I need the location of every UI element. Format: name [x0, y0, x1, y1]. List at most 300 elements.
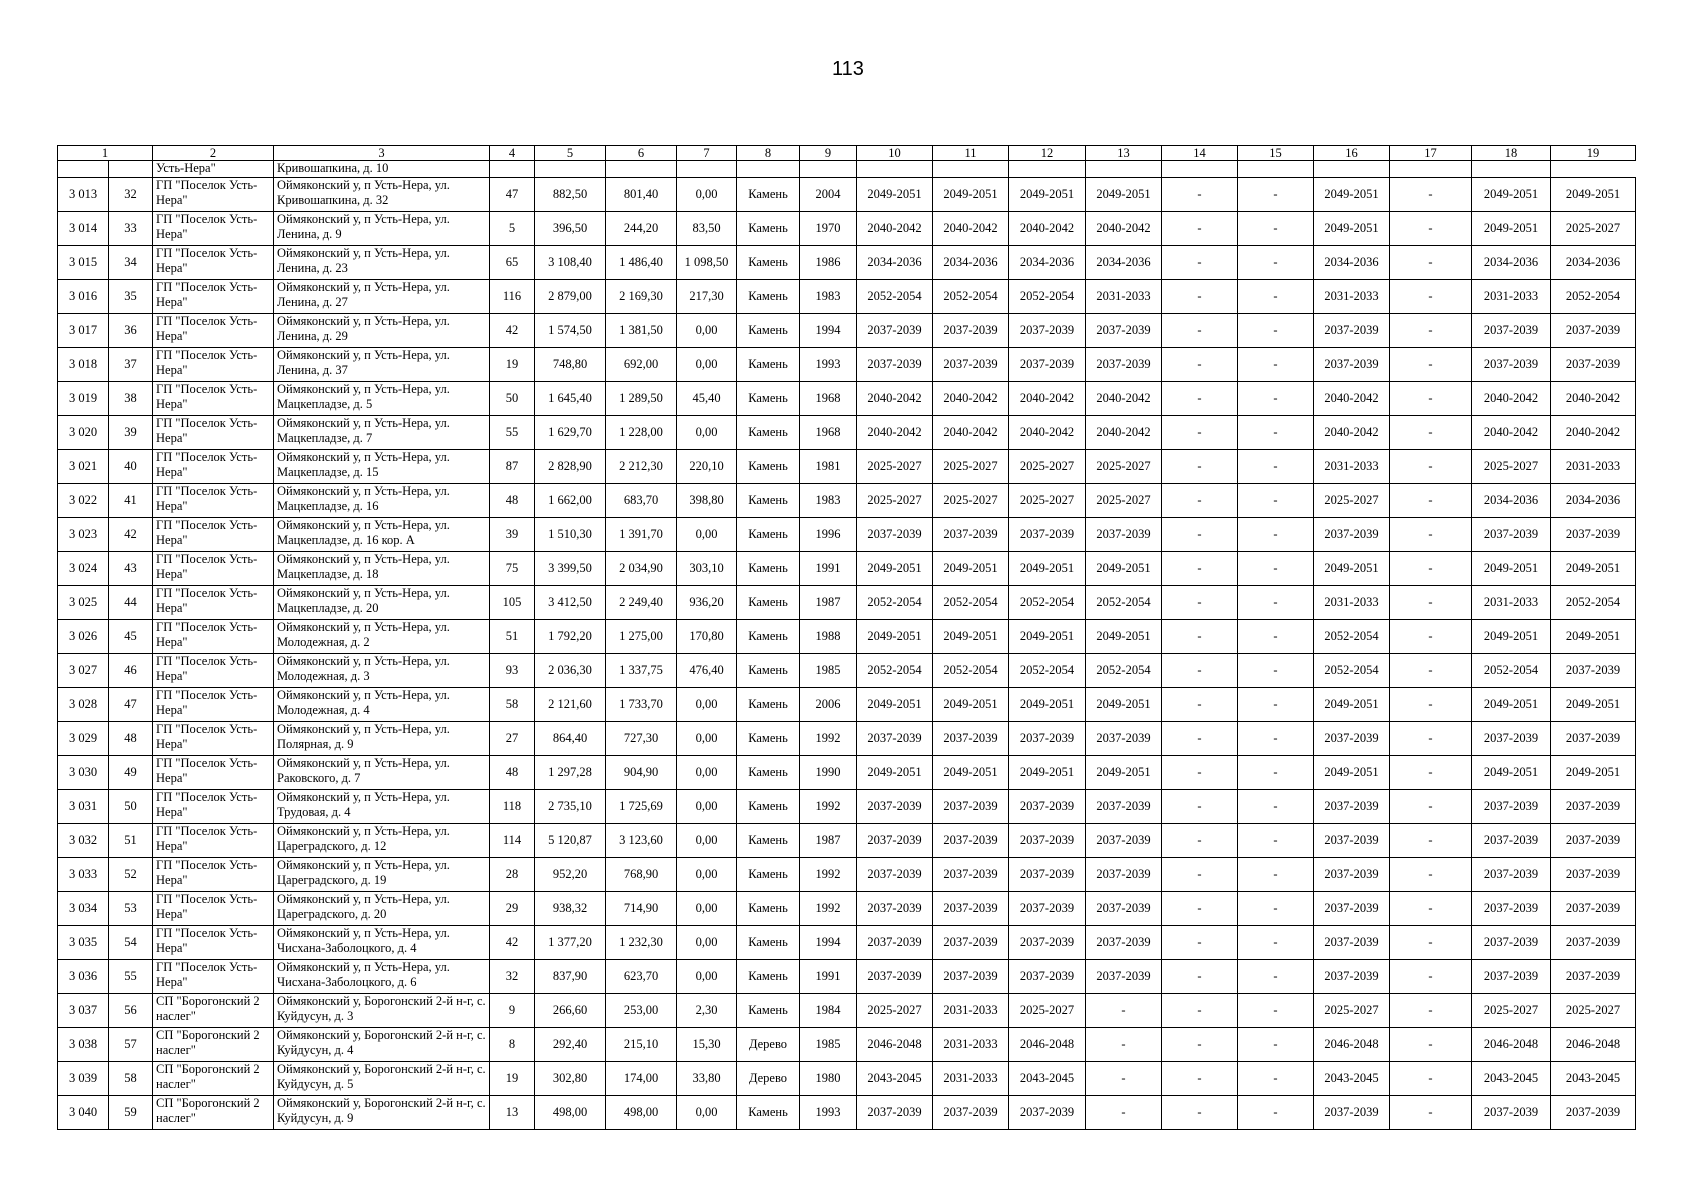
cell-c15: -	[1238, 756, 1314, 790]
cell-mo: ГП "Поселок Усть-Нера"	[153, 348, 274, 382]
cell-c5: 952,20	[535, 858, 606, 892]
cell-c14: -	[1162, 586, 1238, 620]
cell-c17: -	[1390, 1096, 1472, 1130]
cell-c9: 1992	[800, 790, 857, 824]
cell-c19: 2049-2051	[1551, 756, 1636, 790]
cell-c16: 2037-2039	[1314, 790, 1390, 824]
cell-c9: 1968	[800, 416, 857, 450]
cell-c8: Камень	[737, 348, 800, 382]
table-row	[58, 348, 1636, 382]
cell	[1086, 161, 1162, 178]
table-row	[58, 382, 1636, 416]
cell-k: 46	[109, 654, 153, 688]
cell-c12: 2037-2039	[1009, 892, 1086, 926]
cell-c7: 15,30	[677, 1028, 737, 1062]
cell-c5: 396,50	[535, 212, 606, 246]
cell-c14: -	[1162, 926, 1238, 960]
cell-c16: 2037-2039	[1314, 314, 1390, 348]
cell-addr: Оймяконский у, Борогонский 2-й н-г, с. Куйдусун, д. 9	[274, 1096, 490, 1130]
cell-c10: 2025-2027	[857, 484, 933, 518]
cell-c4: 47	[490, 178, 535, 212]
cell-addr: Оймяконский у, п Усть-Нера, ул. Трудовая, д. 4	[274, 790, 490, 824]
cell-c6: 498,00	[606, 1096, 677, 1130]
cell-c16: 2049-2051	[1314, 688, 1390, 722]
cell-c4: 5	[490, 212, 535, 246]
cell-c4: 27	[490, 722, 535, 756]
cell-n: 3 013	[58, 178, 109, 212]
cell-k: 32	[109, 178, 153, 212]
cell	[490, 161, 535, 178]
cell-k: 44	[109, 586, 153, 620]
cell-c12: 2043-2045	[1009, 1062, 1086, 1096]
cell-c14: -	[1162, 654, 1238, 688]
cell-c8: Дерево	[737, 1062, 800, 1096]
cell-c11: 2037-2039	[933, 892, 1009, 926]
column-number-15: 15	[1238, 146, 1314, 161]
cell-c6: 1 725,69	[606, 790, 677, 824]
cell-mo: ГП "Поселок Усть-Нера"	[153, 960, 274, 994]
cell-c9: 1990	[800, 756, 857, 790]
cell-c12: 2025-2027	[1009, 450, 1086, 484]
cell-c7: 0,00	[677, 348, 737, 382]
cell-c16: 2037-2039	[1314, 348, 1390, 382]
cell-c7: 0,00	[677, 314, 737, 348]
cell-c7: 170,80	[677, 620, 737, 654]
cell-c13: 2040-2042	[1086, 212, 1162, 246]
cell-c4: 48	[490, 756, 535, 790]
cell-c18: 2037-2039	[1472, 1096, 1551, 1130]
cell-c15: -	[1238, 416, 1314, 450]
cell-c9: 1991	[800, 552, 857, 586]
cell-addr: Оймяконский у, п Усть-Нера, ул. Ленина, д. 23	[274, 246, 490, 280]
cell-c6: 1 289,50	[606, 382, 677, 416]
cell-address: Кривошапкина, д. 10	[274, 161, 490, 178]
cell-c6: 2 034,90	[606, 552, 677, 586]
cell-n: 3 024	[58, 552, 109, 586]
cell-c18: 2037-2039	[1472, 790, 1551, 824]
cell-addr: Оймяконский у, п Усть-Нера, ул. Мацкепладзе, д. 15	[274, 450, 490, 484]
cell-c7: 45,40	[677, 382, 737, 416]
cell-addr: Оймяконский у, п Усть-Нера, ул. Ленина, д. 27	[274, 280, 490, 314]
cell-c5: 302,80	[535, 1062, 606, 1096]
cell-c17: -	[1390, 212, 1472, 246]
cell-c18: 2025-2027	[1472, 994, 1551, 1028]
cell-c10: 2037-2039	[857, 518, 933, 552]
cell-c11: 2049-2051	[933, 552, 1009, 586]
cell-c17: -	[1390, 178, 1472, 212]
cell-c17: -	[1390, 348, 1472, 382]
cell-mo: ГП "Поселок Усть-Нера"	[153, 552, 274, 586]
cell-c17: -	[1390, 722, 1472, 756]
table-row	[58, 314, 1636, 348]
cell-c7: 1 098,50	[677, 246, 737, 280]
cell-c6: 244,20	[606, 212, 677, 246]
cell-c14: -	[1162, 756, 1238, 790]
cell-c4: 114	[490, 824, 535, 858]
cell-c11: 2040-2042	[933, 416, 1009, 450]
cell-mo: ГП "Поселок Усть-Нера"	[153, 518, 274, 552]
cell-mo: СП "Борогонский 2 наслег"	[153, 1028, 274, 1062]
cell-c13: 2049-2051	[1086, 756, 1162, 790]
cell	[1314, 161, 1390, 178]
cell-c5: 3 412,50	[535, 586, 606, 620]
cell-c10: 2037-2039	[857, 960, 933, 994]
cell-c7: 220,10	[677, 450, 737, 484]
cell-c17: -	[1390, 1062, 1472, 1096]
cell-c11: 2052-2054	[933, 654, 1009, 688]
cell-c19: 2052-2054	[1551, 586, 1636, 620]
cell-c18: 2031-2033	[1472, 586, 1551, 620]
cell-mo: СП "Борогонский 2 наслег"	[153, 1062, 274, 1096]
cell-c12: 2040-2042	[1009, 416, 1086, 450]
cell-c13: -	[1086, 994, 1162, 1028]
cell-c15: -	[1238, 824, 1314, 858]
cell-c18: 2049-2051	[1472, 178, 1551, 212]
cell-c14: -	[1162, 314, 1238, 348]
cell-c12: 2052-2054	[1009, 280, 1086, 314]
cell-mo: ГП "Поселок Усть-Нера"	[153, 926, 274, 960]
cell-c4: 39	[490, 518, 535, 552]
cell-c7: 476,40	[677, 654, 737, 688]
cell-n: 3 040	[58, 1096, 109, 1130]
cell-c19: 2049-2051	[1551, 688, 1636, 722]
table-row	[58, 518, 1636, 552]
cell-n: 3 027	[58, 654, 109, 688]
table-row	[58, 994, 1636, 1028]
table-row	[58, 654, 1636, 688]
cell-mo: ГП "Поселок Усть-Нера"	[153, 212, 274, 246]
cell-c10: 2046-2048	[857, 1028, 933, 1062]
cell-c13: 2025-2027	[1086, 484, 1162, 518]
cell-c12: 2040-2042	[1009, 212, 1086, 246]
cell-c17: -	[1390, 586, 1472, 620]
cell-c7: 936,20	[677, 586, 737, 620]
cell-c13: 2049-2051	[1086, 552, 1162, 586]
cell-n: 3 018	[58, 348, 109, 382]
cell-n: 3 015	[58, 246, 109, 280]
cell-c10: 2037-2039	[857, 892, 933, 926]
cell-c4: 75	[490, 552, 535, 586]
cell-c16: 2037-2039	[1314, 858, 1390, 892]
cell-c8: Камень	[737, 960, 800, 994]
cell-c19: 2037-2039	[1551, 1096, 1636, 1130]
cell-c8: Камень	[737, 790, 800, 824]
cell-c15: -	[1238, 280, 1314, 314]
cell-c13: 2037-2039	[1086, 858, 1162, 892]
cell-c15: -	[1238, 926, 1314, 960]
cell-c10: 2037-2039	[857, 314, 933, 348]
cell-c14: -	[1162, 688, 1238, 722]
cell-k: 43	[109, 552, 153, 586]
cell-c8: Камень	[737, 654, 800, 688]
cell-c17: -	[1390, 960, 1472, 994]
cell-c4: 87	[490, 450, 535, 484]
cell-c11: 2037-2039	[933, 858, 1009, 892]
cell-c8: Камень	[737, 1096, 800, 1130]
cell-c14: -	[1162, 1096, 1238, 1130]
cell-c6: 692,00	[606, 348, 677, 382]
cell-c6: 904,90	[606, 756, 677, 790]
cell-c14: -	[1162, 178, 1238, 212]
cell	[1472, 161, 1551, 178]
cell-c7: 0,00	[677, 722, 737, 756]
cell-c18: 2049-2051	[1472, 756, 1551, 790]
cell-addr: Оймяконский у, Борогонский 2-й н-г, с. Куйдусун, д. 5	[274, 1062, 490, 1096]
cell-c10: 2052-2054	[857, 280, 933, 314]
cell-c19: 2034-2036	[1551, 246, 1636, 280]
cell-c4: 65	[490, 246, 535, 280]
cell-c11: 2034-2036	[933, 246, 1009, 280]
cell-c18: 2040-2042	[1472, 416, 1551, 450]
cell-mo: ГП "Поселок Усть-Нера"	[153, 722, 274, 756]
cell	[857, 161, 933, 178]
cell-c15: -	[1238, 892, 1314, 926]
table-row	[58, 586, 1636, 620]
cell-c14: -	[1162, 348, 1238, 382]
cell-c18: 2049-2051	[1472, 212, 1551, 246]
cell-c6: 1 232,30	[606, 926, 677, 960]
cell	[737, 161, 800, 178]
cell-c11: 2037-2039	[933, 960, 1009, 994]
table-row	[58, 790, 1636, 824]
cell-c9: 1985	[800, 654, 857, 688]
cell-c17: -	[1390, 314, 1472, 348]
cell-c19: 2037-2039	[1551, 654, 1636, 688]
cell-n: 3 017	[58, 314, 109, 348]
cell-addr: Оймяконский у, п Усть-Нера, ул. Цареградского, д. 20	[274, 892, 490, 926]
cell-c5: 2 121,60	[535, 688, 606, 722]
cell-c17: -	[1390, 892, 1472, 926]
cell-c6: 1 733,70	[606, 688, 677, 722]
column-number-8: 8	[737, 146, 800, 161]
cell-c12: 2037-2039	[1009, 348, 1086, 382]
cell-c11: 2049-2051	[933, 178, 1009, 212]
cell-c14: -	[1162, 484, 1238, 518]
cell-n: 3 030	[58, 756, 109, 790]
cell-c19: 2037-2039	[1551, 858, 1636, 892]
cell-k: 38	[109, 382, 153, 416]
cell-c12: 2025-2027	[1009, 484, 1086, 518]
cell-c7: 398,80	[677, 484, 737, 518]
cell-c7: 2,30	[677, 994, 737, 1028]
cell-c7: 0,00	[677, 892, 737, 926]
cell-c9: 1987	[800, 824, 857, 858]
cell-c11: 2025-2027	[933, 450, 1009, 484]
cell-k: 41	[109, 484, 153, 518]
cell-c12: 2034-2036	[1009, 246, 1086, 280]
cell-c10: 2049-2051	[857, 756, 933, 790]
cell-c12: 2052-2054	[1009, 586, 1086, 620]
page-number: 113	[832, 58, 864, 80]
cell-addr: Оймяконский у, п Усть-Нера, ул. Ленина, д. 9	[274, 212, 490, 246]
cell-c5: 3 399,50	[535, 552, 606, 586]
cell-c12: 2049-2051	[1009, 178, 1086, 212]
cell-c11: 2049-2051	[933, 688, 1009, 722]
cell-c16: 2049-2051	[1314, 552, 1390, 586]
cell-c15: -	[1238, 586, 1314, 620]
cell-addr: Оймяконский у, п Усть-Нера, ул. Мацкепладзе, д. 20	[274, 586, 490, 620]
cell-addr: Оймяконский у, п Усть-Нера, ул. Мацкепладзе, д. 16	[274, 484, 490, 518]
cell-k: 48	[109, 722, 153, 756]
cell-mo: ГП "Поселок Усть-Нера"	[153, 586, 274, 620]
cell-c14: -	[1162, 246, 1238, 280]
cell-c9: 1988	[800, 620, 857, 654]
cell-c19: 2034-2036	[1551, 484, 1636, 518]
cell-c16: 2034-2036	[1314, 246, 1390, 280]
table-row	[58, 1096, 1636, 1130]
cell-c8: Камень	[737, 178, 800, 212]
column-number-header-row	[58, 146, 1636, 161]
cell-c10: 2049-2051	[857, 178, 933, 212]
table-row	[58, 484, 1636, 518]
cell-c9: 1984	[800, 994, 857, 1028]
cell-c16: 2037-2039	[1314, 892, 1390, 926]
cell-c11: 2031-2033	[933, 1028, 1009, 1062]
cell-k: 52	[109, 858, 153, 892]
cell-c7: 0,00	[677, 416, 737, 450]
cell-c11: 2037-2039	[933, 518, 1009, 552]
cell-c16: 2037-2039	[1314, 926, 1390, 960]
column-number-19: 19	[1551, 146, 1636, 161]
cell-c18: 2037-2039	[1472, 722, 1551, 756]
table-row	[58, 1028, 1636, 1062]
cell-c11: 2040-2042	[933, 212, 1009, 246]
cell-mo: ГП "Поселок Усть-Нера"	[153, 824, 274, 858]
cell-c7: 0,00	[677, 960, 737, 994]
cell-c11: 2037-2039	[933, 824, 1009, 858]
column-number-16: 16	[1314, 146, 1390, 161]
table-row	[58, 416, 1636, 450]
cell-c5: 1 792,20	[535, 620, 606, 654]
cell-c17: -	[1390, 246, 1472, 280]
cell-c11: 2037-2039	[933, 348, 1009, 382]
cell-c18: 2040-2042	[1472, 382, 1551, 416]
cell-c13: 2049-2051	[1086, 620, 1162, 654]
cell-c4: 105	[490, 586, 535, 620]
cell-c4: 19	[490, 1062, 535, 1096]
cell-mo: ГП "Поселок Усть-Нера"	[153, 280, 274, 314]
cell-c15: -	[1238, 1028, 1314, 1062]
cell-k: 54	[109, 926, 153, 960]
cell-c6: 2 212,30	[606, 450, 677, 484]
cell-c13: 2049-2051	[1086, 178, 1162, 212]
cell-c18: 2037-2039	[1472, 926, 1551, 960]
cell-c6: 2 249,40	[606, 586, 677, 620]
cell-c15: -	[1238, 382, 1314, 416]
table-row	[58, 756, 1636, 790]
cell-c6: 1 275,00	[606, 620, 677, 654]
cell-mo: СП "Борогонский 2 наслег"	[153, 1096, 274, 1130]
cell-c4: 51	[490, 620, 535, 654]
cell-c13: 2037-2039	[1086, 960, 1162, 994]
cell-addr: Оймяконский у, п Усть-Нера, ул. Чисхана-Заболоцкого, д. 6	[274, 960, 490, 994]
cell-c5: 2 036,30	[535, 654, 606, 688]
cell-c19: 2037-2039	[1551, 348, 1636, 382]
cell-c19: 2046-2048	[1551, 1028, 1636, 1062]
cell-c13: 2037-2039	[1086, 892, 1162, 926]
cell-c11: 2037-2039	[933, 314, 1009, 348]
cell-c9: 1981	[800, 450, 857, 484]
cell-c13: 2037-2039	[1086, 790, 1162, 824]
cell-c5: 748,80	[535, 348, 606, 382]
cell-c8: Камень	[737, 518, 800, 552]
cell-mo: ГП "Поселок Усть-Нера"	[153, 178, 274, 212]
cell-c5: 864,40	[535, 722, 606, 756]
table-row	[58, 1062, 1636, 1096]
cell-c10: 2034-2036	[857, 246, 933, 280]
cell-c18: 2049-2051	[1472, 620, 1551, 654]
cell-c6: 1 337,75	[606, 654, 677, 688]
cell-c12: 2049-2051	[1009, 756, 1086, 790]
cell-k: 59	[109, 1096, 153, 1130]
cell-c10: 2037-2039	[857, 1096, 933, 1130]
cell-c11: 2049-2051	[933, 620, 1009, 654]
cell-c11: 2037-2039	[933, 790, 1009, 824]
cell-c9: 1968	[800, 382, 857, 416]
cell-c14: -	[1162, 552, 1238, 586]
cell-c8: Камень	[737, 858, 800, 892]
cell-c14: -	[1162, 892, 1238, 926]
cell-c14: -	[1162, 1028, 1238, 1062]
cell-c19: 2037-2039	[1551, 722, 1636, 756]
cell-n: 3 029	[58, 722, 109, 756]
cell-c7: 83,50	[677, 212, 737, 246]
cell-c4: 93	[490, 654, 535, 688]
cell-c14: -	[1162, 722, 1238, 756]
cell-c5: 1 662,00	[535, 484, 606, 518]
cell-c8: Камень	[737, 246, 800, 280]
cell-c17: -	[1390, 994, 1472, 1028]
cell-c14: -	[1162, 280, 1238, 314]
column-number-2: 2	[153, 146, 274, 161]
cell-c16: 2040-2042	[1314, 382, 1390, 416]
cell-c10: 2037-2039	[857, 824, 933, 858]
column-number-10: 10	[857, 146, 933, 161]
cell-c4: 118	[490, 790, 535, 824]
cell	[1009, 161, 1086, 178]
cell-c4: 116	[490, 280, 535, 314]
cell-c12: 2037-2039	[1009, 518, 1086, 552]
cell-c7: 0,00	[677, 926, 737, 960]
cell-c5: 938,32	[535, 892, 606, 926]
cell-c12: 2037-2039	[1009, 1096, 1086, 1130]
cell-c18: 2034-2036	[1472, 246, 1551, 280]
cell-addr: Оймяконский у, п Усть-Нера, ул. Мацкепладзе, д. 5	[274, 382, 490, 416]
cell-c9: 1992	[800, 858, 857, 892]
cell-c12: 2037-2039	[1009, 314, 1086, 348]
column-number-9: 9	[800, 146, 857, 161]
cell-c19: 2037-2039	[1551, 892, 1636, 926]
cell-c12: 2037-2039	[1009, 790, 1086, 824]
cell-k: 40	[109, 450, 153, 484]
cell-addr: Оймяконский у, п Усть-Нера, ул. Ленина, д. 29	[274, 314, 490, 348]
cell-c16: 2049-2051	[1314, 178, 1390, 212]
cell-addr: Оймяконский у, п Усть-Нера, ул. Мацкепладзе, д. 16 кор. А	[274, 518, 490, 552]
cell-k: 55	[109, 960, 153, 994]
cell-n: 3 031	[58, 790, 109, 824]
cell-c13: 2049-2051	[1086, 688, 1162, 722]
cell-c8: Камень	[737, 484, 800, 518]
cell-c13: 2037-2039	[1086, 926, 1162, 960]
cell-n: 3 039	[58, 1062, 109, 1096]
cell-c4: 50	[490, 382, 535, 416]
cell-c12: 2037-2039	[1009, 722, 1086, 756]
cell-addr: Оймяконский у, Борогонский 2-й н-г, с. Куйдусун, д. 4	[274, 1028, 490, 1062]
cell-c4: 58	[490, 688, 535, 722]
cell-c6: 727,30	[606, 722, 677, 756]
cell-c10: 2037-2039	[857, 858, 933, 892]
cell-c19: 2049-2051	[1551, 552, 1636, 586]
